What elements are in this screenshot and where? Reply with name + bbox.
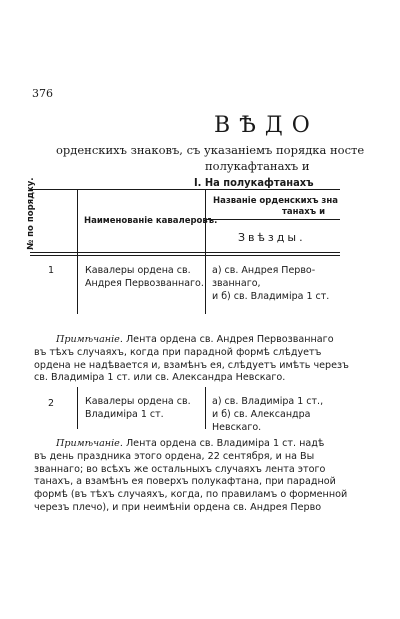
table-subheader-stars: Звѣзды. — [238, 231, 306, 244]
table-row-2-signs-line-2: и б) св. Александра — [212, 409, 311, 420]
col-divider-2-row2 — [205, 387, 206, 429]
table-row-2-signs-line-1: а) св. Владиміра 1 ст., — [212, 396, 324, 407]
table-row-2-signs-line-3: Невскаго. — [212, 422, 262, 433]
subtitle-line-1: орденскихъ знаковъ, съ указаніемъ порядка носте — [56, 143, 365, 157]
table-header-number: № по порядку. — [26, 177, 36, 250]
subtitle-line-2: полукафтанахъ и — [205, 159, 310, 173]
table-row-1-signs-line-2: званнаго, — [212, 278, 261, 289]
table-row-1-number: 1 — [48, 265, 55, 276]
col-divider-1-row2 — [77, 387, 78, 429]
note-2-line-2: въ день праздника этого ордена, 22 сентября, и на Вы — [34, 450, 315, 462]
table-row-1-name-line-1: Кавалеры ордена св. — [85, 265, 191, 276]
note-1-line-2: въ тѣхъ случаяхъ, когда при парадной формѣ слѣдуетъ — [34, 346, 322, 358]
note-1 — [34, 334, 356, 385]
note-2-line-1: Лента ордена св. Владиміра 1 ст. надѣ — [122, 438, 325, 449]
table-header-signs-line-1: Названіе орденскихъ зна — [213, 196, 338, 206]
table-row-1-signs-line-1: а) св. Андрея Перво- — [212, 265, 316, 276]
note-1-label: Примѣчаніе. — [56, 334, 123, 345]
page-title: ВѢДО — [214, 113, 319, 138]
note-1-line-1: Лента ордена св. Андрея Первозваннаго — [122, 334, 334, 345]
note-2-line-5: формѣ (въ тѣхъ случаяхъ, когда, по правиламъ о форменной — [34, 489, 348, 501]
table-row-1-name-line-2: Андрея Первозваннаго. — [85, 278, 204, 289]
table-header-signs-line-2: танахъ и — [282, 207, 326, 217]
table-row-2-name-line-1: Кавалеры ордена св. — [85, 396, 191, 407]
section-heading: І. На полукафтанахъ — [194, 176, 314, 189]
signs-subheader-rule — [205, 219, 340, 220]
note-2-line-4: танахъ, а взамѣнъ ея поверхъ полукафтана, при парадной — [34, 476, 336, 488]
col-divider-2 — [205, 189, 206, 314]
note-1-line-3: ордена не надѣвается и, взамѣнъ ея, слѣдуетъ имѣть черезъ — [34, 359, 349, 371]
note-2-label: Примѣчаніе. — [56, 438, 123, 449]
table-row-2-number: 2 — [48, 398, 55, 409]
table-header-name: Наименованіе кавалеровъ. — [84, 216, 218, 226]
note-2 — [34, 438, 356, 515]
table-row-2-name-line-2: Владиміра 1 ст. — [85, 409, 164, 420]
note-1-line-4: св. Владиміра 1 ст. или св. Александра Невскаго. — [34, 372, 286, 384]
page-number: 376 — [32, 87, 53, 100]
col-divider-1 — [77, 189, 78, 314]
note-2-line-3: званнаго; во всѣхъ же остальныхъ случаяхъ лента этого — [34, 463, 326, 475]
note-2-line-6: черезъ плечо), и при неимѣніи ордена св. Андрея Перво — [34, 501, 322, 513]
table-row-1-signs-line-3: и б) св. Владиміра 1 ст. — [212, 291, 330, 302]
